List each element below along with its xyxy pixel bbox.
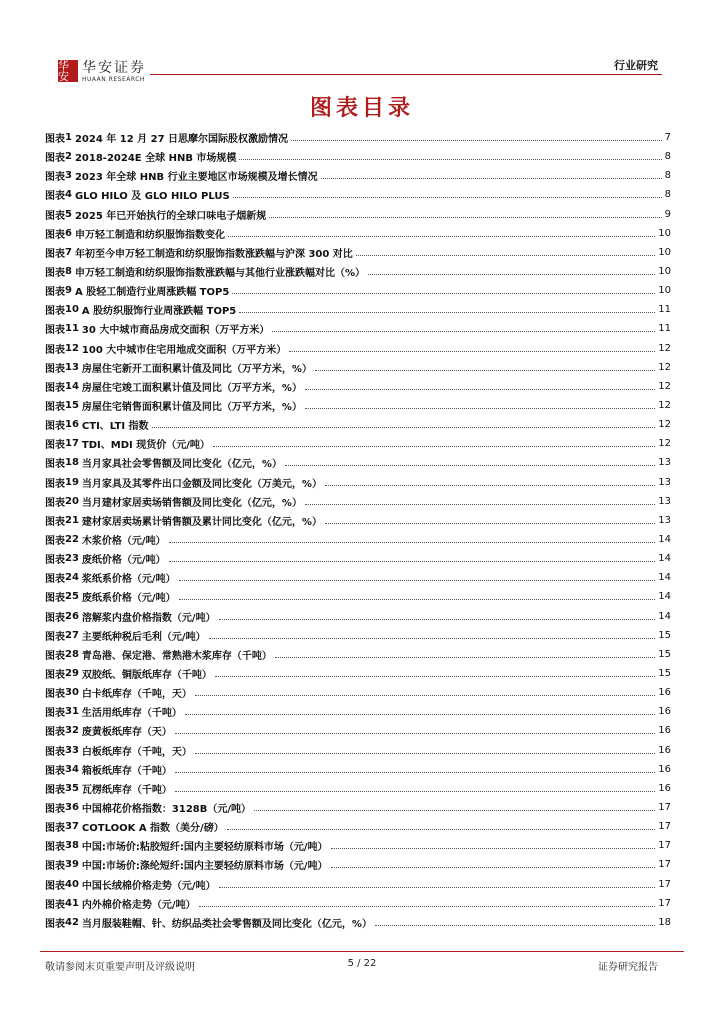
toc-entry[interactable] — [45, 798, 671, 817]
toc-entry[interactable] — [45, 415, 671, 434]
toc-entry-prefix: 图表 — [45, 268, 65, 280]
toc-entry-number: 9 — [65, 285, 72, 297]
toc-entry-number: 29 — [65, 668, 79, 679]
toc-entry-page: 7 — [664, 132, 671, 144]
toc-entry[interactable] — [45, 855, 671, 874]
toc-entry-prefix: 图表 — [45, 363, 65, 375]
toc-entry-number: 26 — [65, 610, 79, 622]
toc-entry-page: 15 — [658, 629, 671, 641]
logo-chinese-name: 华安证券 — [82, 60, 146, 76]
toc-entry-prefix: 图表 — [45, 440, 65, 452]
toc-leader-dots — [219, 619, 656, 620]
toc-entry-title: 当月家具社会零售额及同比变化（亿元，%） — [81, 459, 282, 471]
toc-entry-page: 10 — [658, 266, 671, 278]
toc-entry-title: 主要纸种税后毛利（元/吨） — [81, 631, 206, 643]
toc-entry-prefix: 图表 — [45, 382, 65, 394]
toc-entry-prefix: 图表 — [45, 191, 65, 203]
toc-entry-title: GLO HILO 及 GLO HILO PLUS — [74, 191, 230, 203]
toc-entry-page: 17 — [658, 897, 671, 909]
toc-entry[interactable] — [45, 894, 671, 913]
toc-entry-number: 25 — [65, 591, 79, 603]
toc-entry-page: 8 — [664, 151, 671, 163]
toc-entry[interactable] — [45, 626, 671, 645]
toc-entry-page: 15 — [658, 668, 671, 679]
toc-entry-prefix: 图表 — [45, 172, 65, 184]
toc-entry-prefix: 图表 — [45, 689, 65, 701]
toc-entry-title: 内外棉价格走势（元/吨） — [81, 899, 196, 911]
toc-leader-dots — [195, 695, 655, 696]
toc-entry-number: 19 — [65, 476, 79, 488]
toc-entry-prefix: 图表 — [45, 536, 65, 548]
toc-entry-prefix: 图表 — [45, 478, 65, 490]
footer-divider — [40, 951, 684, 952]
toc-leader-dots — [239, 159, 661, 160]
toc-entry-number: 20 — [65, 495, 79, 507]
toc-leader-dots — [209, 638, 656, 639]
toc-entry-number: 28 — [65, 648, 79, 660]
toc-leader-dots — [305, 504, 655, 505]
toc-entry[interactable] — [45, 473, 671, 492]
header-divider — [150, 74, 662, 75]
toc-leader-dots — [275, 657, 655, 658]
toc-entry-prefix: 图表 — [45, 153, 65, 165]
page-title: 图表目录 — [309, 95, 414, 121]
toc-leader-dots — [233, 197, 662, 198]
toc-leader-dots — [175, 772, 655, 773]
toc-entry-number: 14 — [65, 380, 79, 392]
toc-entry-title: 中国棉花价格指数：3128B（元/吨） — [81, 803, 252, 815]
toc-entry-prefix: 图表 — [45, 880, 65, 892]
toc-entry-page: 17 — [658, 801, 671, 813]
toc-entry-title: 年初至今申万轻工制造和纺织服饰指数涨跌幅与沪深 300 对比 — [74, 248, 353, 260]
toc-leader-dots — [315, 370, 655, 371]
toc-leader-dots — [179, 580, 656, 581]
toc-entry-page: 17 — [658, 840, 671, 852]
toc-leader-dots — [321, 178, 662, 179]
toc-entry-page: 13 — [658, 495, 671, 507]
toc-entry-number: 39 — [65, 859, 79, 871]
toc-entry-title: 2025 年已开始执行的全球口味电子烟新规 — [74, 210, 267, 222]
section-label: 行业研究 — [614, 59, 658, 72]
toc-entry-title: 生活用纸库存（千吨） — [81, 708, 182, 720]
toc-entry-title: 双胶纸、铜版纸库存（千吨） — [81, 670, 212, 681]
toc-entry-prefix: 图表 — [45, 593, 65, 605]
toc-entry-prefix: 图表 — [45, 497, 65, 509]
toc-entry-title: 当月家具及其零件出口金额及同比变化（万美元，%） — [81, 478, 322, 490]
toc-entry-number: 30 — [65, 687, 79, 699]
toc-entry-title: 青岛港、保定港、常熟港木浆库存（千吨） — [81, 650, 272, 662]
toc-entry[interactable] — [45, 262, 671, 281]
toc-entry-prefix: 图表 — [45, 918, 65, 930]
toc-entry-page: 14 — [658, 591, 671, 603]
toc-entry[interactable] — [45, 339, 671, 358]
toc-leader-dots — [152, 427, 656, 428]
toc-leader-dots — [219, 887, 656, 888]
toc-leader-dots — [331, 848, 656, 849]
toc-entry-page: 16 — [658, 687, 671, 699]
toc-entry-prefix: 图表 — [45, 229, 65, 241]
toc-entry-number: 7 — [65, 246, 72, 258]
toc-entry-number: 27 — [65, 629, 79, 641]
toc-entry-title: 中国:市场价:粘胶短纤:国内主要轻纺原料市场（元/吨） — [81, 842, 328, 854]
toc-entry-prefix: 图表 — [45, 861, 65, 873]
toc-entry-page: 14 — [658, 572, 671, 584]
toc-leader-dots — [175, 733, 655, 734]
toc-entry-title: 溶解浆内盘价格指数（元/吨） — [81, 612, 216, 624]
toc-entry-prefix: 图表 — [45, 421, 65, 433]
toc-entry-title: A 股纺织服饰行业周涨跌幅 TOP5 — [81, 306, 237, 318]
toc-entry-page: 10 — [658, 285, 671, 297]
toc-entry-prefix: 图表 — [45, 746, 65, 758]
toc-entry-page: 14 — [658, 534, 671, 546]
toc-entry-title: 废纸价格（元/吨） — [81, 555, 166, 567]
toc-entry[interactable] — [45, 511, 671, 530]
toc-entry-page: 17 — [658, 821, 671, 833]
toc-leader-dots — [232, 293, 655, 294]
toc-entry-number: 5 — [65, 208, 72, 220]
toc-entry-page: 13 — [658, 457, 671, 469]
toc-entry-title: 浆纸系价格（元/吨） — [81, 574, 176, 586]
toc-entry-page: 16 — [658, 744, 671, 756]
toc-entry-number: 2 — [65, 151, 72, 163]
toc-entry-page: 15 — [658, 648, 671, 660]
toc-entry-prefix: 图表 — [45, 287, 65, 299]
toc-entry-title: 2024 年 12 月 27 日思摩尔国际股权激励情况 — [74, 134, 289, 146]
toc-entry-prefix: 图表 — [45, 306, 65, 318]
toc-entry[interactable] — [45, 741, 671, 760]
toc-leader-dots — [356, 255, 655, 256]
toc-entry[interactable] — [45, 185, 671, 204]
toc-entry-page: 17 — [658, 859, 671, 871]
toc-entry[interactable] — [45, 683, 671, 702]
toc-entry-prefix: 图表 — [45, 765, 65, 777]
toc-entry-page: 16 — [658, 706, 671, 718]
toc-entry-title: 2018-2024E 全球 HNB 市场规模 — [74, 153, 237, 165]
toc-entry-prefix: 图表 — [45, 134, 65, 146]
toc-entry-title: 废纸系价格（元/吨） — [81, 593, 176, 605]
toc-entry-page: 8 — [664, 189, 671, 201]
toc-entry-title: 白板纸库存（千吨，天） — [81, 746, 192, 758]
toc-entry[interactable] — [45, 224, 671, 243]
toc-entry[interactable] — [45, 874, 671, 893]
company-logo — [58, 60, 146, 84]
toc-entry-number: 22 — [65, 534, 79, 546]
toc-entry[interactable] — [45, 377, 671, 396]
toc-leader-dots — [239, 312, 655, 313]
toc-entry-prefix: 图表 — [45, 842, 65, 854]
toc-entry[interactable] — [45, 568, 671, 587]
toc-leader-dots — [227, 829, 656, 830]
toc-entry-number: 17 — [65, 438, 79, 450]
toc-entry-page: 12 — [658, 342, 671, 354]
toc-entry-prefix: 图表 — [45, 555, 65, 567]
toc-leader-dots — [199, 906, 656, 907]
toc-entry-title: 中国:市场价:涤纶短纤:国内主要轻纺原料市场（元/吨） — [81, 861, 328, 873]
toc-entry-page: 12 — [658, 361, 671, 373]
toc-entry[interactable] — [45, 587, 671, 606]
toc-entry-page: 18 — [658, 916, 671, 928]
toc-leader-dots — [305, 408, 655, 409]
toc-entry[interactable] — [45, 702, 671, 721]
toc-entry-title: TDI、MDI 现货价（元/吨） — [81, 440, 210, 452]
toc-entry-number: 15 — [65, 400, 79, 412]
toc-entry-page: 11 — [658, 323, 671, 335]
toc-entry[interactable] — [45, 243, 671, 262]
toc-leader-dots — [305, 389, 655, 390]
toc-entry-prefix: 图表 — [45, 210, 65, 222]
toc-entry-page: 12 — [658, 380, 671, 392]
toc-entry[interactable] — [45, 128, 671, 147]
toc-entry-number: 1 — [65, 132, 72, 144]
toc-entry-prefix: 图表 — [45, 402, 65, 414]
toc-entry[interactable] — [45, 166, 671, 185]
toc-entry-number: 38 — [65, 840, 79, 852]
toc-entry-page: 17 — [658, 878, 671, 890]
toc-leader-dots — [179, 599, 656, 600]
toc-entry[interactable] — [45, 205, 671, 224]
toc-entry-number: 16 — [65, 419, 79, 431]
toc-entry-title: 瓦楞纸库存（千吨） — [81, 784, 172, 796]
toc-entry-title: 中国长绒棉价格走势（元/吨） — [81, 880, 216, 892]
toc-entry-page: 14 — [658, 610, 671, 622]
toc-entry-number: 42 — [65, 916, 79, 928]
toc-entry-page: 14 — [658, 553, 671, 565]
toc-entry[interactable] — [45, 817, 671, 836]
footer-disclaimer: 敬请参阅末页重要声明及评级说明 — [45, 962, 195, 973]
toc-entry-number: 4 — [65, 189, 72, 201]
toc-entry[interactable] — [45, 434, 671, 453]
toc-entry-number: 13 — [65, 361, 79, 373]
toc-entry-prefix: 图表 — [45, 784, 65, 796]
table-of-figures — [45, 128, 671, 932]
toc-entry-title: CTI、LTI 指数 — [81, 421, 149, 433]
toc-entry-number: 37 — [65, 821, 79, 833]
toc-entry[interactable] — [45, 779, 671, 798]
toc-entry-prefix: 图表 — [45, 344, 65, 356]
toc-entry-prefix: 图表 — [45, 823, 65, 835]
logo-seal-icon: 华安 — [58, 60, 78, 82]
toc-entry-page: 16 — [658, 763, 671, 775]
toc-entry-number: 41 — [65, 897, 79, 909]
toc-entry-prefix: 图表 — [45, 803, 65, 815]
toc-entry-number: 35 — [65, 782, 79, 794]
toc-entry-prefix: 图表 — [45, 248, 65, 260]
toc-entry[interactable] — [45, 913, 671, 932]
toc-entry-title: 当月服装鞋帽、针、纺织品类社会零售额及同比变化（亿元，%） — [81, 918, 372, 930]
toc-entry-number: 8 — [65, 266, 72, 278]
toc-entry[interactable] — [45, 453, 671, 472]
toc-leader-dots — [285, 465, 655, 466]
toc-entry-number: 21 — [65, 514, 79, 526]
toc-entry-number: 10 — [65, 304, 79, 316]
toc-entry-number: 32 — [65, 725, 79, 737]
toc-entry-page: 16 — [658, 725, 671, 737]
toc-leader-dots — [169, 542, 656, 543]
toc-entry[interactable] — [45, 549, 671, 568]
toc-entry[interactable] — [45, 664, 671, 683]
toc-entry-number: 40 — [65, 878, 79, 890]
toc-leader-dots — [195, 753, 655, 754]
toc-entry-number: 18 — [65, 457, 79, 469]
toc-entry-title: 100 大中城市住宅用地成交面积（万平方米） — [81, 344, 287, 356]
toc-leader-dots — [228, 236, 655, 237]
toc-entry-title: 白卡纸库存（千吨，天） — [81, 689, 192, 701]
toc-leader-dots — [331, 867, 656, 868]
toc-entry-number: 36 — [65, 801, 79, 813]
toc-entry-title: 房屋住宅新开工面积累计值及同比（万平方米，%） — [81, 363, 312, 375]
toc-entry-page: 13 — [658, 514, 671, 526]
toc-entry[interactable] — [45, 530, 671, 549]
toc-leader-dots — [254, 810, 655, 811]
page-header — [0, 0, 724, 90]
toc-entry-title: 箱板纸库存（千吨） — [81, 765, 172, 777]
toc-entry-number: 3 — [65, 170, 72, 182]
toc-leader-dots — [215, 676, 655, 677]
toc-entry[interactable] — [45, 645, 671, 664]
toc-entry-number: 6 — [65, 227, 72, 239]
toc-entry-title: 申万轻工制造和纺织服饰指数涨跌幅与其他行业涨跌幅对比（%） — [74, 268, 365, 280]
toc-entry-number: 31 — [65, 706, 79, 718]
toc-entry-title: 房屋住宅竣工面积累计值及同比（万平方米，%） — [81, 382, 302, 394]
toc-entry-prefix: 图表 — [45, 650, 65, 662]
toc-leader-dots — [213, 446, 655, 447]
toc-entry-page: 8 — [664, 170, 671, 182]
toc-entry-number: 24 — [65, 572, 79, 584]
toc-entry[interactable] — [45, 721, 671, 740]
toc-entry-prefix: 图表 — [45, 459, 65, 471]
toc-entry[interactable] — [45, 281, 671, 300]
toc-leader-dots — [269, 217, 661, 218]
toc-entry[interactable] — [45, 492, 671, 511]
toc-entry-page: 10 — [658, 246, 671, 258]
toc-entry-number: 34 — [65, 763, 79, 775]
toc-entry-page: 9 — [664, 208, 671, 220]
toc-entry-title: COTLOOK A 指数（美分/磅） — [81, 823, 224, 835]
toc-entry-page: 10 — [658, 227, 671, 239]
toc-entry-page: 12 — [658, 400, 671, 412]
page-number: 5 / 22 — [347, 958, 377, 969]
toc-entry-prefix: 图表 — [45, 727, 65, 739]
toc-leader-dots — [272, 331, 655, 332]
toc-entry[interactable] — [45, 319, 671, 338]
toc-entry-prefix: 图表 — [45, 516, 65, 528]
toc-leader-dots — [325, 485, 655, 486]
toc-entry-title: 2023 年全球 HNB 行业主要地区市场规模及增长情况 — [74, 172, 318, 184]
toc-entry-number: 23 — [65, 553, 79, 565]
toc-entry-page: 16 — [658, 782, 671, 794]
toc-leader-dots — [289, 351, 655, 352]
toc-entry[interactable] — [45, 147, 671, 166]
toc-entry-title: 30 大中城市商品房成交面积（万平方米） — [81, 325, 270, 337]
toc-entry-number: 12 — [65, 342, 79, 354]
toc-entry-title: 申万轻工制造和纺织服饰指数变化 — [74, 229, 225, 241]
logo-english-name: HUAAN RESEARCH — [82, 76, 145, 83]
toc-entry-prefix: 图表 — [45, 574, 65, 586]
toc-entry[interactable] — [45, 358, 671, 377]
toc-entry-page: 12 — [658, 438, 671, 450]
toc-entry-prefix: 图表 — [45, 670, 65, 681]
toc-entry-prefix: 图表 — [45, 708, 65, 720]
toc-entry-title: 房屋住宅销售面积累计值及同比（万平方米，%） — [81, 402, 302, 414]
toc-entry-prefix: 图表 — [45, 325, 65, 337]
toc-entry-page: 11 — [658, 304, 671, 316]
toc-leader-dots — [169, 561, 656, 562]
toc-entry[interactable] — [45, 396, 671, 415]
toc-leader-dots — [291, 140, 662, 141]
toc-entry-prefix: 图表 — [45, 631, 65, 643]
toc-leader-dots — [175, 791, 655, 792]
toc-leader-dots — [185, 714, 655, 715]
toc-entry-title: 木浆价格（元/吨） — [81, 536, 166, 548]
toc-leader-dots — [325, 523, 655, 524]
toc-entry-number: 33 — [65, 744, 79, 756]
footer-report-type: 证券研究报告 — [598, 962, 658, 973]
toc-entry[interactable] — [45, 836, 671, 855]
toc-leader-dots — [368, 274, 655, 275]
toc-entry-number: 11 — [65, 323, 79, 335]
toc-entry-page: 12 — [658, 419, 671, 431]
toc-entry-prefix: 图表 — [45, 899, 65, 911]
toc-entry-page: 13 — [658, 476, 671, 488]
toc-entry-title: 当月建材家居卖场销售额及同比变化（亿元，%） — [81, 497, 302, 509]
toc-entry-prefix: 图表 — [45, 612, 65, 624]
toc-entry[interactable] — [45, 607, 671, 626]
toc-leader-dots — [375, 925, 655, 926]
toc-entry[interactable] — [45, 760, 671, 779]
toc-entry-title: 建材家居卖场累计销售额及累计同比变化（亿元，%） — [81, 516, 322, 528]
toc-entry[interactable] — [45, 300, 671, 319]
toc-entry-title: 废黄板纸库存（天） — [81, 727, 172, 739]
toc-entry-title: A 股轻工制造行业周涨跌幅 TOP5 — [74, 287, 230, 299]
